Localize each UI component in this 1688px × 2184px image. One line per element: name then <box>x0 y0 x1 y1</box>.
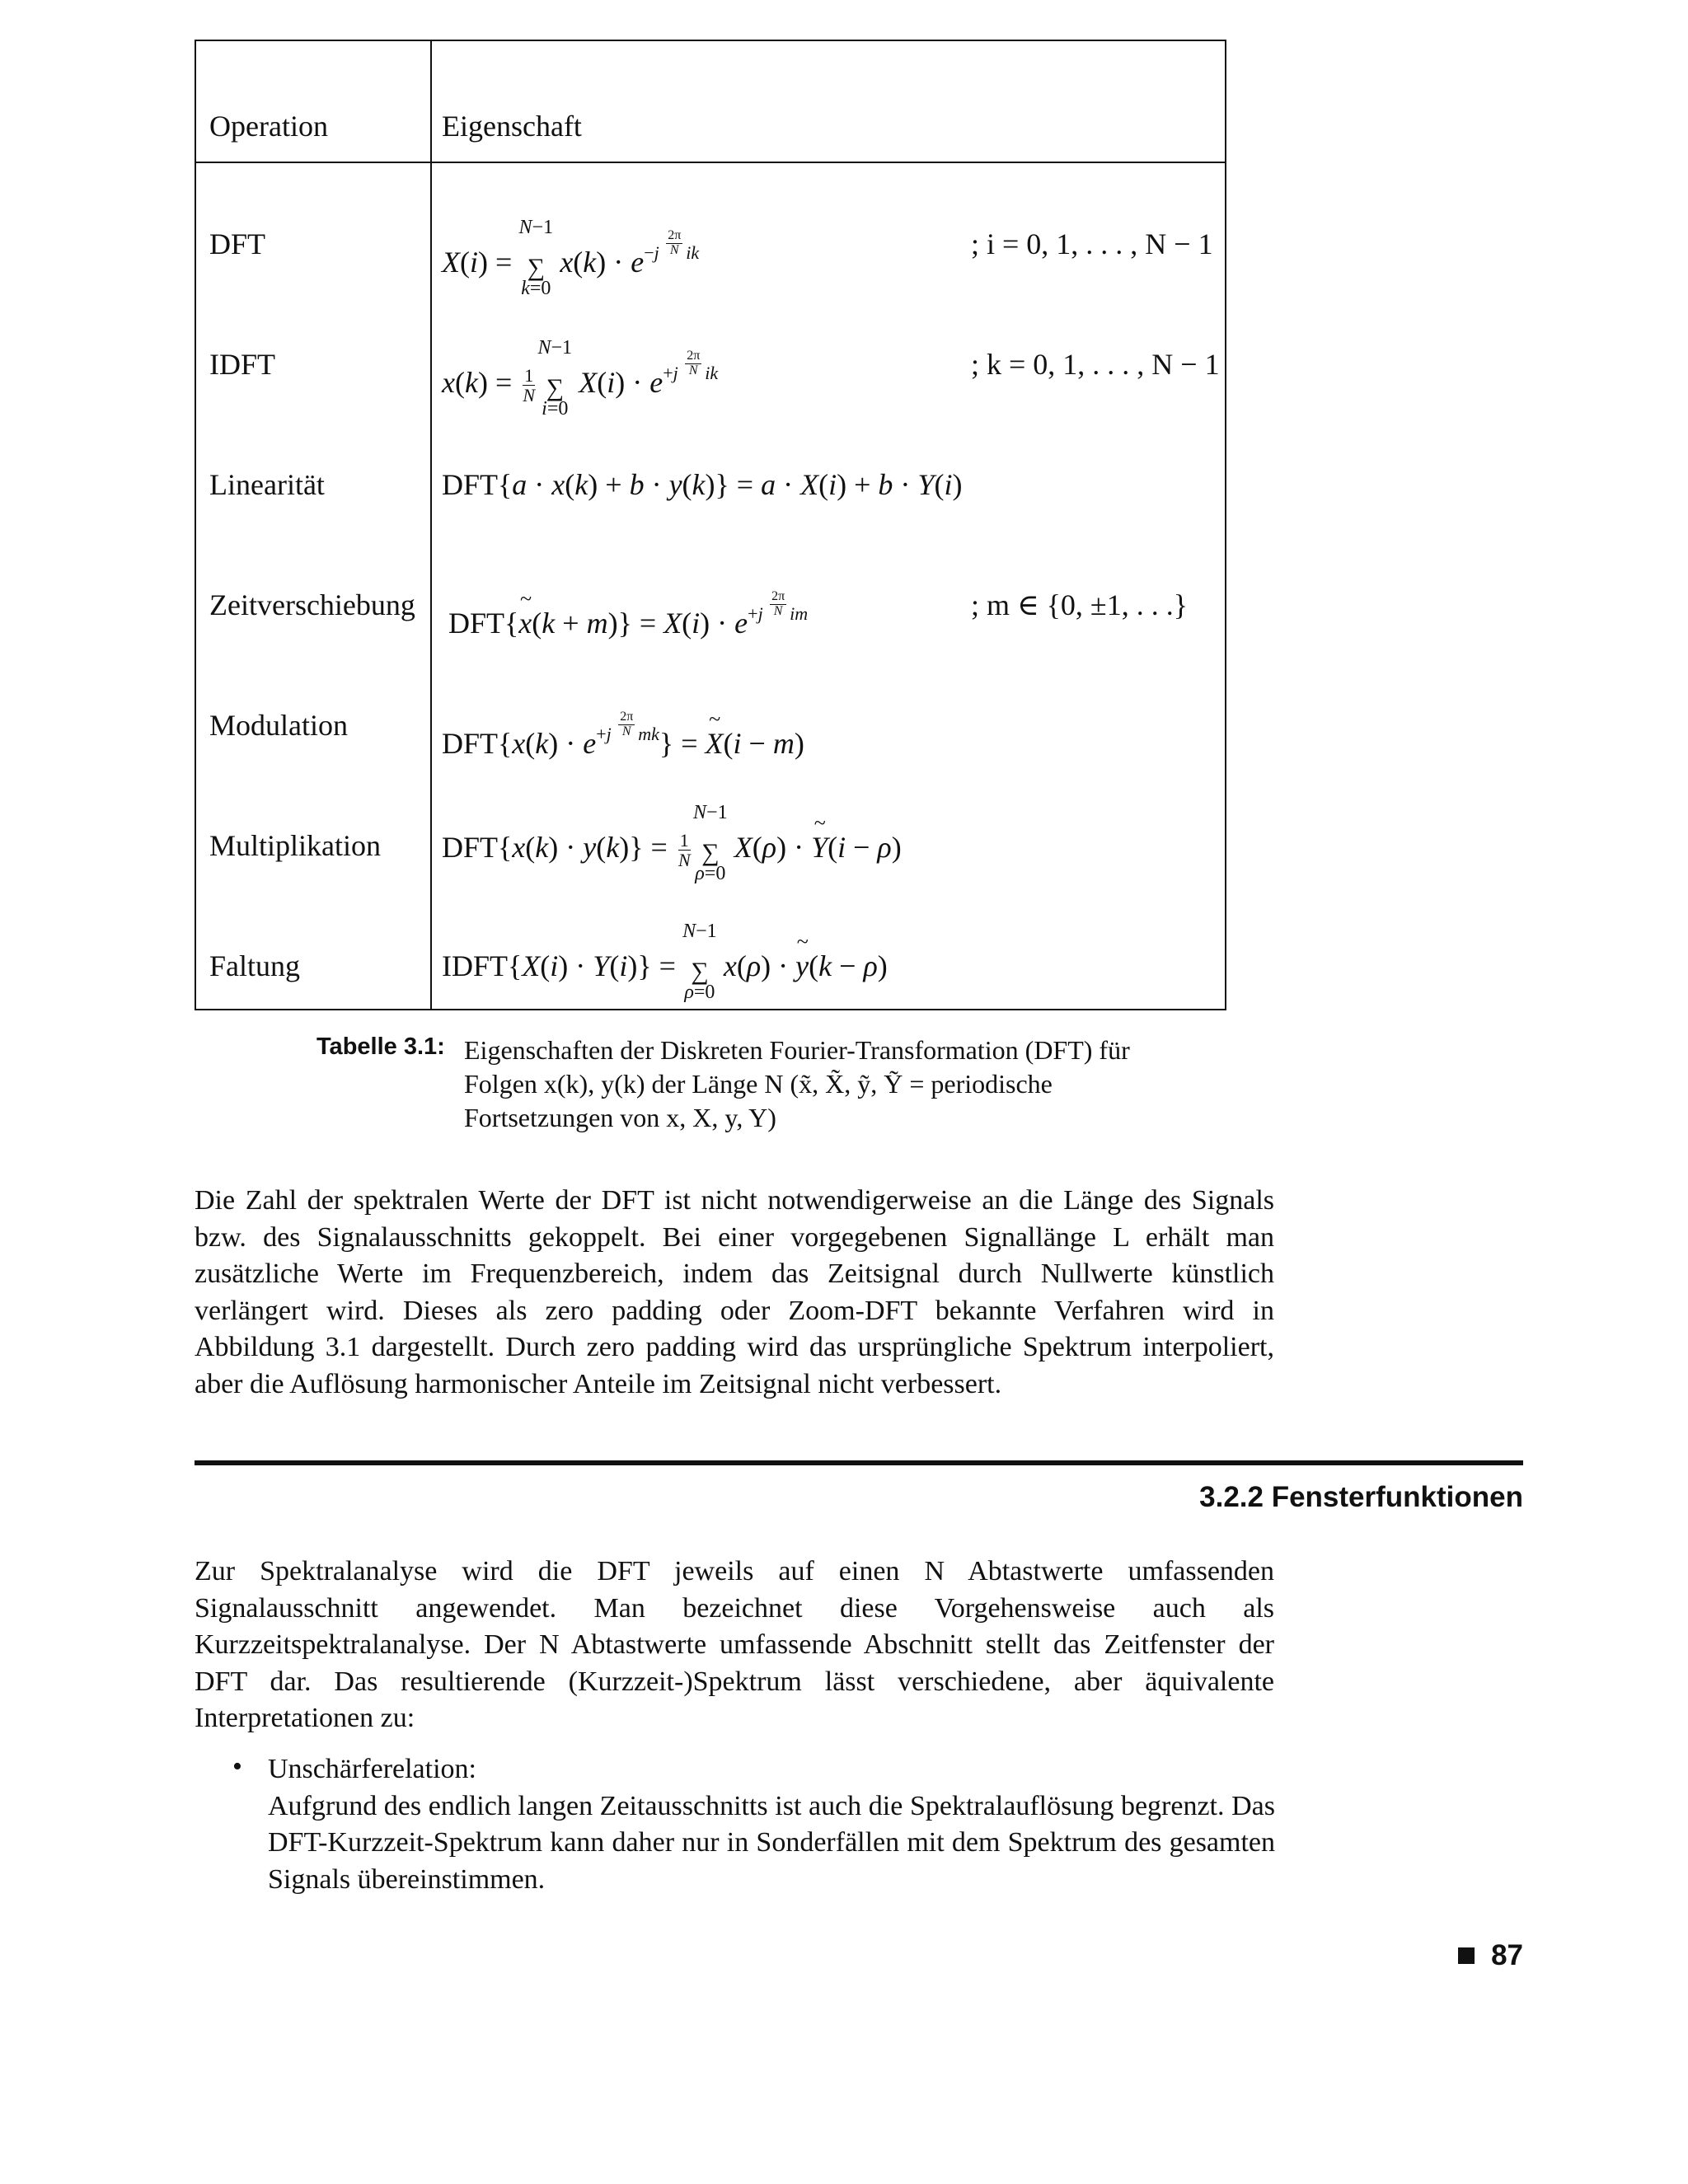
square-icon <box>1458 1947 1475 1964</box>
condition-idft: ; k = 0, 1, . . . , N − 1 <box>971 348 1220 381</box>
formula-multiplication: DFT{x(k) · y(k)} = $\frac{1}{N}$ N−1 ∑ ρ=0 X(ρ) · ~ Y(i − ρ) <box>442 831 902 869</box>
section-rule <box>195 1460 1523 1465</box>
caption-label: Tabelle 3.1: <box>316 1033 445 1060</box>
row-name-multiplication: Multiplikation <box>209 829 382 862</box>
row-name-modulation: Modulation <box>209 709 348 742</box>
page-footer <box>1458 1939 1523 1972</box>
formula-linearity: DFT{a · x(k) + b · y(k)} = a · X(i) + b · Y(i) <box>442 468 963 501</box>
section-heading: 3.2.2 Fensterfunktionen <box>1199 1481 1523 1513</box>
bullet-item <box>268 1751 1275 1898</box>
formula-convolution: IDFT{X(i) · Y(i)} = N−1 ∑ ρ=0 x(ρ) · ~ y(k − ρ) <box>442 951 888 984</box>
condition-dft: ; i = 0, 1, . . . , N − 1 <box>971 227 1213 260</box>
header-property: Eigenschaft <box>442 110 582 143</box>
paragraph-zero-padding: Die Zahl der spektralen Werte der DFT ist nicht notwendigerweise an die Länge des Signals bzw. des Signalausschnitts gekoppelt. Bei einer vorgegebenen Signallänge L erhält man zusätzliche Werte im Frequenzbereich, indem das Zeitsignal durch Nullwerte künstlich verlängert wird. Dieses als zero padding oder Zoom-DFT bekannte Verfahren wird in Abbildung 3.1 dargestellt. Durch zero padding wird das ursprüngliche Spektrum interpoliert, aber die Auflösung harmonischer Anteile im Zeitsignal nicht verbessert. <box>195 1185 1274 1399</box>
header-operation: Operation <box>209 110 328 143</box>
row-name-dft: DFT <box>209 227 266 260</box>
paragraph-short-time-spectrum: Zur Spektralanalyse wird die DFT jeweils auf einen N Abtastwerte umfassenden Signalausschnitt angewendet. Man bezeichnet diese Vorgehensweise auch als Kurzzeitspektralanalyse. Der N Abtastwerte umfassende Abschnitt stellt das Zeitfenster der DFT dar. Das resultierende (Kurzzeit-)Spektrum lässt verschiedene, aber äquivalente Interpretationen zu: <box>195 1556 1274 1733</box>
bullet-title: Unschärferelation: <box>268 1754 476 1784</box>
row-name-convolution: Faltung <box>209 949 301 982</box>
bullet-text: Aufgrund des endlich langen Zeitausschnitts ist auch die Spektralauflösung begrenzt. Das DFT-Kurzzeit-Spektrum kann daher nur in Sonderfällen mit dem Spektrum des gesamten Signals übereinstimmen. <box>268 1790 1275 1895</box>
dft-properties-table <box>195 40 1226 1010</box>
formula-modulation: $DFT\{x(k) \cdot e^{+j \frac{2\pi}{N} mk}\}$ = ~ X(i − m) <box>442 710 804 758</box>
condition-time-shift: ; m ∈ {0, ±1, . . .} <box>971 588 1188 621</box>
table-header-divider <box>196 162 1225 163</box>
row-name-time-shift: Zeitverschiebung <box>209 588 415 621</box>
bullet-symbol: • <box>232 1751 242 1782</box>
row-name-linearity: Linearität <box>209 468 325 501</box>
caption-text: Eigenschaften der Diskreten Fourier-Transformation (DFT) für Folgen x(k), y(k) der Länge N (x̃, X̃, ỹ, Ỹ = periodische Fortsetzungen von x, X, y, Y) <box>464 1035 1130 1132</box>
row-name-idft: IDFT <box>209 348 275 381</box>
formula-dft: X(i) = N−1 ∑ k=0 $x(k) \cdot e^{-j \frac{2\pi}{N} ik}$ <box>442 216 700 299</box>
formula-time-shift: DFT{~ $x(k + m)\} = X(i) \cdot e^{+j \frac{2\pi}{N} im}$ <box>448 590 808 638</box>
page-number: 87 <box>1491 1939 1523 1971</box>
formula-idft: x(k) = $\frac{1}{N}$ N−1 ∑ i=0 $X(i) \cdot e^{+j \frac{2\pi}{N} ik}$ <box>442 336 719 419</box>
table-column-divider <box>430 41 432 1009</box>
